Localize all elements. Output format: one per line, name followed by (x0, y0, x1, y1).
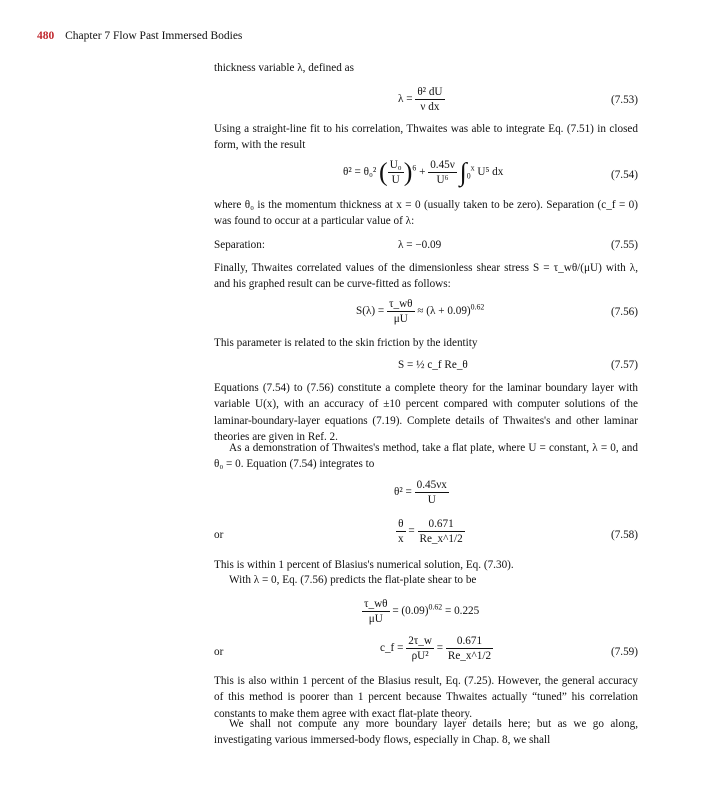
paragraph: Equations (7.54) to (7.56) constitute a complete theory for the laminar boundary layer with variable U(x), with an accuracy of ±10 percent compared with computer solutions of the laminar-boundary-layer equations (7.19). Complete details of Thwaites's and other laminar theories are given in Ref. 2. (214, 382, 638, 444)
paragraph: where θ₀ is the momentum thickness at x = 0 (usually taken to be zero). Separation (c_f = 0) was found to occur at a particular value of λ: (214, 199, 638, 228)
equation-number: (7.55) (610, 239, 638, 251)
running-title: Chapter 7 Flow Past Immersed Bodies (65, 30, 243, 42)
equation-number: (7.54) (610, 169, 638, 181)
equation-7-57: S = ½ c_f Re_θ (398, 359, 468, 371)
equation-flat-plate: θ² = $\frac{0.45\nu x}{U}$ (394, 479, 447, 506)
paragraph: Using a straight-line fit to his correlation, Thwaites was able to integrate Eq. (7.51) in closed form, with the result (214, 123, 638, 152)
paragraph: This is within 1 percent of Blasius's numerical solution, Eq. (7.30). (214, 559, 514, 571)
paragraph: thickness variable λ, defined as (214, 62, 354, 74)
paragraph: Finally, Thwaites correlated values of the dimensionless shear stress S = τ_wθ/(μU) with λ, and his graphed result can be curve-fitted as follows: (214, 262, 638, 291)
separation-label: Separation: (214, 239, 265, 251)
or-label: or (214, 646, 224, 658)
equation-7-59: c_f = $\frac{2\tau\_w}{\text{ρU²}}$ = $\frac{0.671}{Re\_x\^{}1/2}$ (380, 635, 492, 662)
equation-number: (7.58) (610, 529, 638, 541)
paragraph: This parameter is related to the skin friction by the identity (214, 337, 478, 349)
equation-7-55: λ = −0.09 (398, 239, 442, 251)
page-number: 480 (37, 30, 55, 42)
paragraph: This is also within 1 percent of the Blasius result, Eq. (7.25). However, the general accuracy of this method is poorer than 1 percent because Thwaites actually “tuned” his correlation constants to make them agree with exact flat-plate theory. (214, 675, 638, 720)
equation-shear: $\frac{\tau\_w\theta}{\mu U}$ = $(0.09)^{0.62} = 0.225$ (364, 598, 480, 625)
paragraph: We shall not compute any more boundary layer details here; but as we go along, investigating various immersed-body flows, especially in Chap. 8, we shall (214, 718, 638, 747)
equation-7-56: S(λ) = $\frac{\tau\_w\theta}{\mu U}$ ≈ $(\lambda + 0.09)^{0.62}$ (356, 298, 485, 325)
paragraph: As a demonstration of Thwaites's method, take a flat plate, where U = constant, λ = 0, and θ₀ = 0. Equation (7.54) integrates to (214, 442, 638, 471)
or-label: or (214, 529, 224, 541)
equation-number: (7.56) (610, 306, 638, 318)
equation-7-58: $\frac{\theta}{x}$ = $\frac{0.671}{Re\_x\^{}1/2}$ (398, 518, 463, 545)
equation-7-54: θ² = θ₀² ( $\frac{\text{U₀}}{U}$ )$^6$ + $\frac{0.45\nu}{\text{U⁶}}$ $\int_0^x$ U⁵ dx (343, 157, 504, 187)
equation-number: (7.53) (610, 94, 638, 106)
paragraph: With λ = 0, Eq. (7.56) predicts the flat-plate shear to be (229, 574, 477, 586)
equation-number: (7.57) (610, 359, 638, 371)
equation-number: (7.59) (610, 646, 638, 658)
equation-7-53: λ = $\frac{\text{θ² dU}}{\text{ν dx}}$ (398, 86, 443, 113)
